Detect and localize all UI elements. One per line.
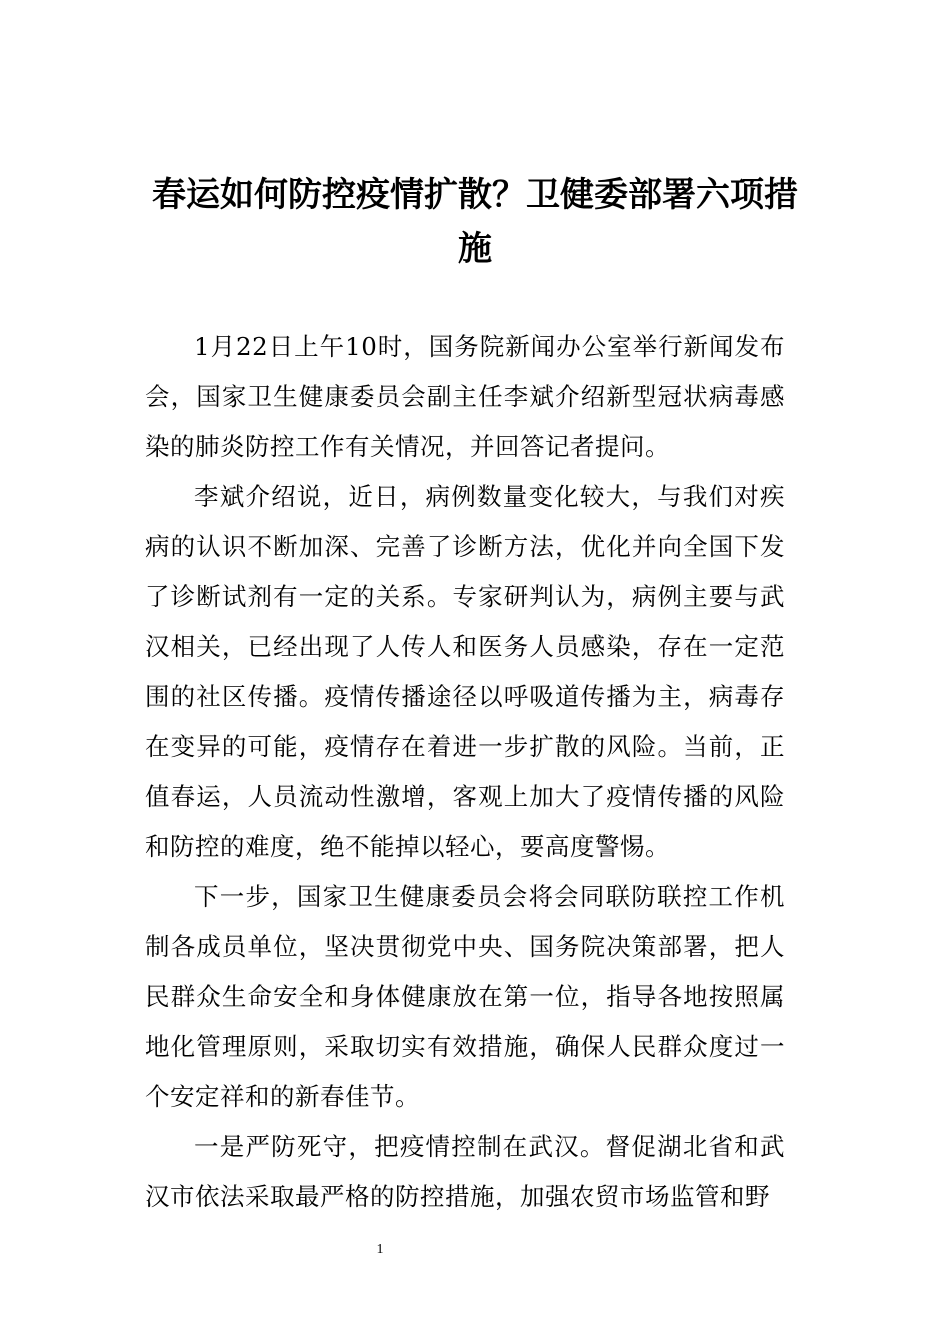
paragraph-2: 李斌介绍说，近日，病例数量变化较大，与我们对疾病的认识不断加深、完善了诊断方法，优化并向全国下发了诊断试剂有一定的关系。专家研判认为，病例主要与武汉相关，已经出现了人传人和医务人员感染，存在一定范围的社区传播。疫情传播途径以呼吸道传播为主，病毒存在变异的可能，疫情存在着进一步扩散的风险。当前，正值春运，人员流动性激增，客观上加大了疫情传播的风险和防控的难度，绝不能掉以轻心，要高度警惕。 (145, 482, 785, 861)
document-title: 春运如何防控疫情扩散？卫健委部署六项措施 (152, 175, 798, 269)
paragraph-3: 下一步，国家卫生健康委员会将会同联防联控工作机制各成员单位，坚决贯彻党中央、国务院决策部署，把人民群众生命安全和身体健康放在第一位，指导各地按照属地化管理原则，采取切实有效措施，确保人民群众度过一个安定祥和的新春佳节。 (145, 882, 785, 1111)
document-body (145, 322, 785, 1222)
paragraph-4: 一是严防死守，把疫情控制在武汉。督促湖北省和武汉市依法采取最严格的防控措施，加强农贸市场监管和野 (145, 1132, 785, 1211)
page-number: 1 (376, 1242, 384, 1257)
paragraph-1: 1月22日上午10时，国务院新闻办公室举行新闻发布会，国家卫生健康委员会副主任李斌介绍新型冠状病毒感染的肺炎防控工作有关情况，并回答记者提问。 (145, 332, 785, 461)
